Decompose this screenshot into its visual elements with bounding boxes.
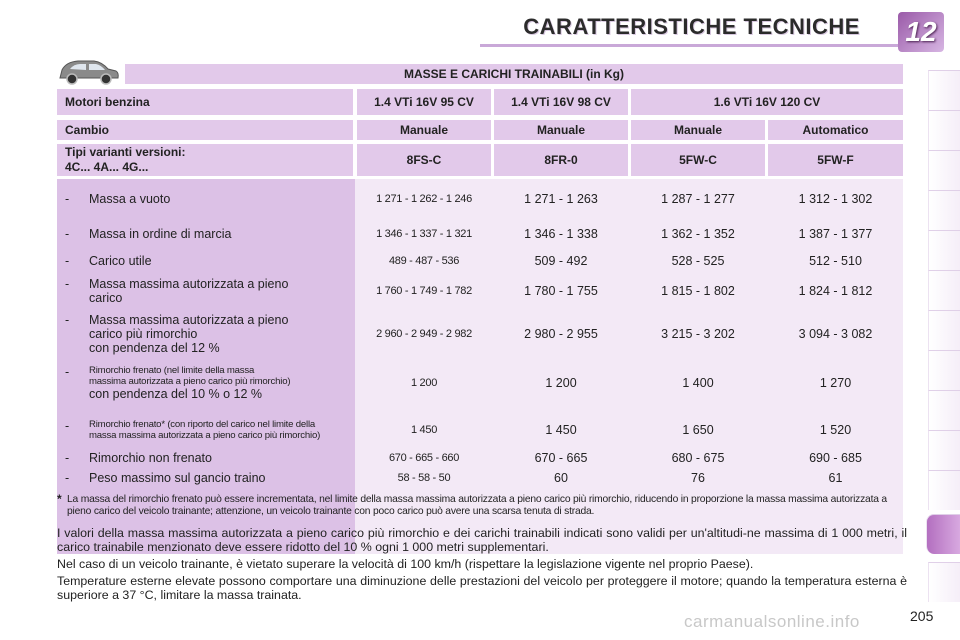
table-row (57, 412, 903, 448)
chapter-tab[interactable] (928, 430, 960, 470)
row-dash: - (65, 471, 70, 485)
row-dash: - (65, 451, 70, 465)
row-value: 61 (828, 471, 843, 485)
chapter-tab[interactable] (928, 270, 960, 310)
gearbox-1: Manuale (357, 120, 491, 140)
row-value: 58 - 58 - 50 (397, 472, 451, 484)
row-dash: - (65, 365, 70, 379)
row-label-line: carico più rimorchio (89, 327, 198, 341)
row-value: 2 980 - 2 955 (524, 327, 598, 341)
gearbox-3: Manuale (631, 120, 765, 140)
row-value: 1 271 - 1 263 (524, 192, 598, 206)
variant-1: 8FS-C (357, 144, 491, 176)
row-value: 1 346 - 1 337 - 1 321 (376, 228, 472, 240)
row-label (65, 254, 353, 268)
row-label-line: Peso massimo sul gancio traino (89, 471, 266, 485)
row-value: 1 780 - 1 755 (524, 284, 598, 298)
engine-2: 1.4 VTi 16V 98 CV (494, 89, 628, 115)
engine-3: 1.6 VTi 16V 120 CV (631, 89, 903, 115)
row-value: 1 270 (819, 376, 852, 390)
row-value: 1 271 - 1 262 - 1 246 (376, 193, 472, 205)
paragraph-temperature: Temperature esterne elevate possono comportare una diminuzione delle prestazioni del veicolo per proteggere il motore; quando la temperatura esterna è superiore a 37 °C, limitare la massa trainata. (57, 574, 907, 602)
engine-1: 1.4 VTi 16V 95 CV (357, 89, 491, 115)
variant-4: 5FW-F (768, 144, 903, 176)
row-value: 1 450 (545, 423, 577, 437)
chapter-tab-active[interactable] (926, 514, 960, 554)
table-caption: MASSE E CARICHI TRAINABILI (in Kg) (125, 64, 903, 84)
row-label (65, 313, 353, 355)
row-value: 76 (691, 471, 705, 485)
table-row (57, 251, 903, 271)
table-row (57, 468, 903, 488)
variant-3: 5FW-C (631, 144, 765, 176)
row-value: 1 346 - 1 338 (524, 227, 598, 241)
row-value: 670 - 665 - 660 (388, 452, 460, 464)
row-label-line: Rimorchio non frenato (89, 451, 212, 465)
chapter-tab[interactable] (928, 110, 960, 150)
row-value: 1 362 - 1 352 (661, 227, 735, 241)
chapter-tab[interactable] (928, 562, 960, 602)
chapter-tab[interactable] (928, 470, 960, 510)
row-dash: - (65, 254, 70, 268)
paragraph-altitude: I valori della massa massima autorizzata a pieno carico più rimorchio e dei carichi trainabili indicati sono validi per un'altitudi-ne massima di 1 000 metri, il carico trainabile menzionato deve essere ridotto del 10 % ogni 1 000 metri supplementari. (57, 526, 907, 554)
row-value: 1 287 - 1 277 (661, 192, 735, 206)
row-label-line: massa massima autorizzata a pieno carico più rimorchio) (89, 430, 321, 441)
row-label-line: Massa a vuoto (89, 192, 171, 206)
row-value: 1 760 - 1 749 - 1 782 (376, 285, 472, 297)
row-label (65, 365, 353, 401)
watermark: carmanualsonline.info (684, 612, 860, 631)
chapter-tab[interactable] (928, 350, 960, 390)
row-label-line: Carico utile (89, 254, 152, 268)
variants-label (57, 144, 353, 176)
row-value: 1 815 - 1 802 (661, 284, 735, 298)
gearbox-2: Manuale (494, 120, 628, 140)
row-label-line: massima autorizzata a pieno carico più rimorchio) (89, 376, 291, 387)
row-value: 1 200 (410, 377, 438, 389)
chapter-tab[interactable] (928, 390, 960, 430)
table-header-variants (57, 144, 903, 176)
row-label (65, 192, 353, 206)
row-dash: - (65, 227, 70, 241)
chapter-tabs (928, 70, 960, 610)
engines-label: Motori benzina (57, 89, 353, 115)
footnote-star: * (57, 492, 62, 506)
row-label (65, 277, 353, 305)
row-dash: - (65, 419, 70, 433)
table-row (57, 274, 903, 308)
table-row (57, 311, 903, 357)
row-value: 3 094 - 3 082 (798, 327, 873, 341)
table-row (57, 360, 903, 406)
table-row (57, 220, 903, 248)
variants-label-line1: Tipi varianti versioni: (65, 145, 186, 159)
row-value: 489 - 487 - 536 (388, 255, 460, 267)
row-value: 680 - 675 (671, 451, 725, 465)
footnote-text: La massa del rimorchio frenato può essere incrementata, nel limite della massa massima autorizzata a pieno carico più rimorchio, riducendo in proporzione la massa massima autorizzata a pieno carico del veicolo trainante; attenzione, un veicolo trainante con poco carico può avere una scarsa tenuta di strada. (67, 494, 887, 517)
row-value: 2 960 - 2 949 - 2 982 (376, 328, 472, 340)
row-dash: - (65, 313, 70, 327)
row-value: 509 - 492 (534, 254, 588, 268)
gearbox-4: Automatico (768, 120, 903, 140)
car-icon (56, 56, 120, 86)
paragraph-speed: Nel caso di un veicolo trainante, è vietato superare la velocità di 100 km/h (rispettare la legislazione vigente nel proprio Paese). (57, 557, 754, 571)
footnote (57, 494, 907, 518)
row-value: 1 200 (545, 376, 577, 390)
chapter-tab[interactable] (928, 310, 960, 350)
row-label-line: Rimorchio frenato* (con riporto del carico nel limite della (89, 419, 316, 430)
row-label-line: Massa in ordine di marcia (89, 227, 232, 241)
table-header-engines (57, 89, 903, 115)
row-label-line: carico (89, 291, 123, 305)
row-value: 1 400 (682, 376, 714, 390)
row-value: 60 (554, 471, 568, 485)
page-number: 205 (910, 608, 934, 624)
row-label (65, 227, 353, 241)
row-label-line: Rimorchio frenato (nel limite della massa (89, 365, 255, 376)
row-label-line: Massa massima autorizzata a pieno (89, 313, 289, 327)
row-dash: - (65, 277, 70, 291)
variants-label-line2: 4C... 4A... 4G... (65, 160, 149, 174)
row-value: 1 450 (410, 424, 438, 436)
row-value: 1 650 (682, 423, 714, 437)
table-header-gearbox (57, 120, 903, 140)
chapter-badge: 12 (898, 12, 944, 52)
row-label-line: con pendenza del 10 % o 12 % (89, 387, 263, 401)
gearbox-label: Cambio (57, 120, 353, 140)
chapter-tab[interactable] (928, 190, 960, 230)
chapter-tab[interactable] (928, 150, 960, 190)
row-value: 3 215 - 3 202 (661, 327, 735, 341)
row-value: 1 824 - 1 812 (798, 284, 873, 298)
table-row (57, 184, 903, 214)
row-label (65, 471, 353, 485)
row-label-line: Massa massima autorizzata a pieno (89, 277, 289, 291)
chapter-tab[interactable] (928, 230, 960, 270)
row-label-line: con pendenza del 12 % (89, 341, 220, 355)
row-value: 1 520 (819, 423, 852, 437)
row-value: 1 387 - 1 377 (798, 227, 873, 241)
row-value: 1 312 - 1 302 (798, 192, 873, 206)
page-title: CARATTERISTICHE TECNICHE (523, 14, 860, 39)
variant-2: 8FR-0 (494, 144, 628, 176)
page-header (0, 0, 960, 52)
row-label (65, 451, 353, 465)
row-value: 512 - 510 (809, 254, 862, 268)
row-value: 670 - 665 (534, 451, 588, 465)
row-value: 690 - 685 (809, 451, 862, 465)
row-dash: - (65, 192, 70, 206)
chapter-tab[interactable] (928, 70, 960, 110)
row-value: 528 - 525 (671, 254, 725, 268)
table-row (57, 448, 903, 468)
header-swoosh (480, 44, 900, 50)
row-label (65, 419, 353, 441)
